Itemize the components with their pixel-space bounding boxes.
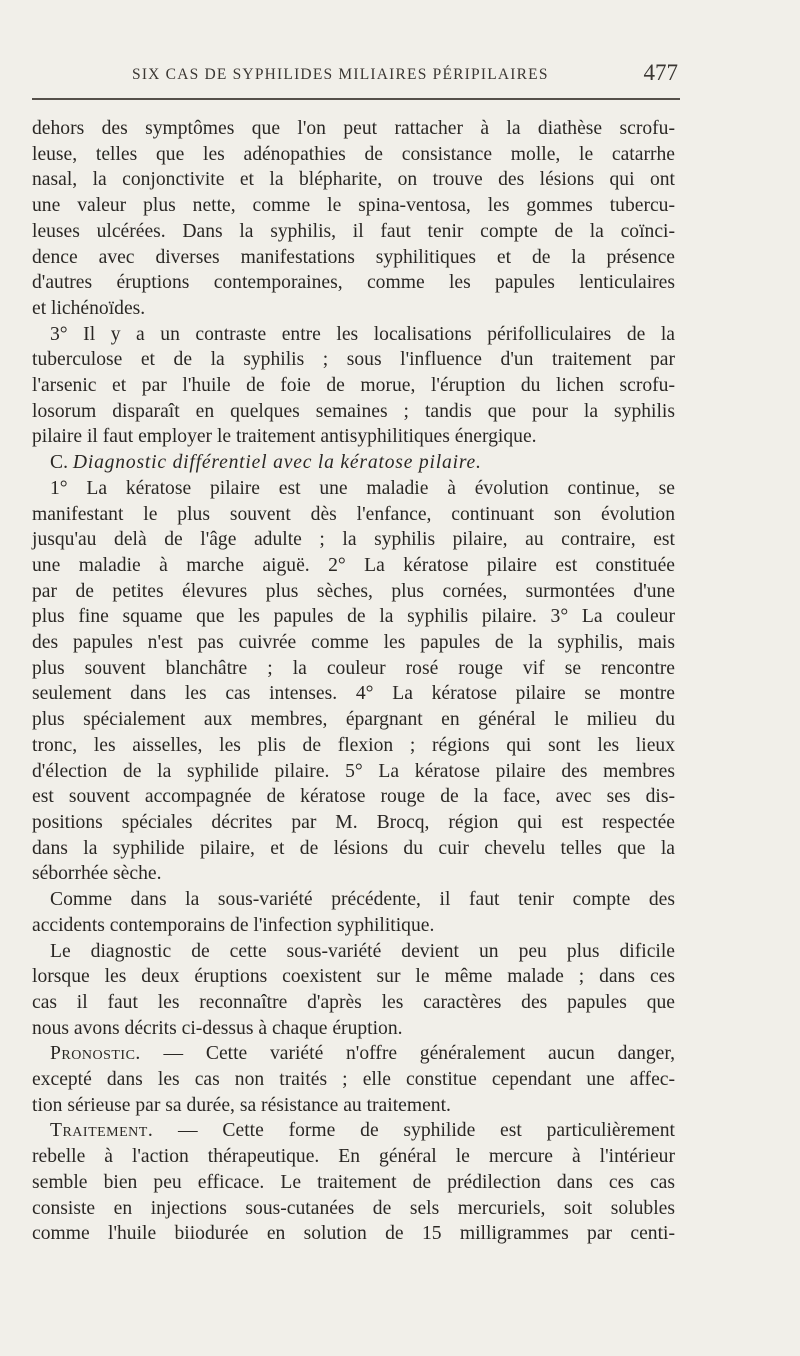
text-line: losorum disparaît en quelques semaines ; tandis que pour la syphilis (32, 400, 675, 422)
paragraph-contemporains (32, 887, 675, 938)
text-line: plus spécialement aux membres, épargnant en général le milieu du (32, 709, 675, 731)
text-line (32, 1041, 675, 1067)
text-line: d'élection de la syphilide pilaire. 5° La kératose pilaire des membres (32, 760, 675, 782)
text-line: semble bien peu efficace. Le traitement de prédilection dans ces cas (32, 1171, 675, 1193)
section-letter: C. (50, 452, 73, 474)
text-line: dence avec diverses manifestations syphilitiques et de la présence (32, 246, 675, 268)
text-line: rebelle à l'action thérapeutique. En général le mercure à l'intérieur (32, 1146, 675, 1168)
text-line (32, 1118, 675, 1144)
text-line: 1° La kératose pilaire est une maladie à évolution continue, se (50, 477, 675, 499)
text-line: séborrhée sèche. (32, 863, 162, 885)
text-line: dehors des symptômes que l'on peut rattacher à la diathèse scrofu- (32, 118, 675, 139)
text-line: accidents contemporains de l'infection syphilitique. (32, 914, 435, 936)
text-line: tuberculose et de la syphilis ; sous l'influence d'un traitement par (32, 349, 675, 371)
header-rule (32, 98, 680, 100)
paragraph-diagnostic (32, 939, 675, 1042)
section-heading (32, 450, 675, 476)
paragraph-scrofula (32, 116, 675, 322)
text-line: tion sérieuse par sa durée, sa résistance au traitement. (32, 1094, 451, 1116)
running-title: SIX CAS DE SYPHILIDES MILIAIRES PÉRIPILAIRES (132, 66, 549, 83)
text-line: une maladie à marche aiguë. 2° La kératose pilaire est constituée (32, 554, 675, 576)
body-text (32, 116, 675, 1247)
text-line: 3° Il y a un contraste entre les localisations périfolliculaires de la (50, 323, 675, 345)
paragraph-traitement (32, 1118, 675, 1247)
text-line: Le diagnostic de cette sous-variété devient un peu plus dificile (50, 940, 675, 962)
text-line: excepté dans les cas non traités ; elle constitue cependant une affec- (32, 1069, 675, 1091)
text-line: pilaire il faut employer le traitement antisyphilitiques énergique. (32, 426, 537, 448)
text-run: — Cette variété n'offre généralement aucun danger, (140, 1043, 675, 1065)
text-line: nous avons décrits ci-dessus à chaque éruption. (32, 1017, 403, 1039)
text-line: seulement dans les cas intenses. 4° La kératose pilaire se montre (32, 683, 675, 705)
text-line: leuse, telles que les adénopathies de consistance molle, le catarrhe (32, 143, 675, 165)
paragraph-keratose (32, 476, 675, 887)
text-line: d'autres éruptions contemporaines, comme les papules lenticulaires (32, 272, 675, 294)
paragraph-contrast (32, 322, 675, 451)
text-line: Comme dans la sous-variété précédente, il faut tenir compte des (50, 889, 675, 911)
text-line: manifestant le plus souvent dès l'enfance, continuant son évolution (32, 503, 675, 525)
text-line: et lichénoïdes. (32, 297, 146, 319)
section-title: Diagnostic différentiel avec la kératose pilaire. (72, 452, 482, 474)
text-line: est souvent accompagnée de kératose rouge de la face, avec ses dis- (32, 786, 675, 808)
section-heading-keratose (32, 450, 675, 476)
text-line: jusqu'au delà de l'âge adulte ; la syphilis pilaire, au contraire, est (32, 529, 675, 551)
running-head (32, 60, 680, 90)
text-run: — Cette forme de syphilide est particulièrement (153, 1120, 675, 1142)
paragraph-pronostic (32, 1041, 675, 1118)
text-line: leuses ulcérées. Dans la syphilis, il faut tenir compte de la coïnci- (32, 220, 675, 242)
page-number: 477 (643, 60, 678, 85)
text-line: par de petites élevures plus sèches, plus cornées, surmontées d'une (32, 580, 675, 602)
text-line: plus souvent blanchâtre ; la couleur rosé rouge vif se rencontre (32, 657, 675, 679)
text-line: une valeur plus nette, comme le spina-ventosa, les gommes tubercu- (32, 195, 675, 217)
traitement-label: Traitement. (50, 1120, 154, 1142)
text-line: consiste en injections sous-cutanées de sels mercuriels, soit solubles (32, 1197, 675, 1219)
text-line: nasal, la conjonctivite et la blépharite, on trouve des lésions qui ont (32, 169, 675, 191)
text-line: cas il faut les reconnaître d'après les caractères des papules que (32, 991, 675, 1013)
text-line: l'arsenic et par l'huile de foie de morue, l'éruption du lichen scrofu- (32, 375, 675, 397)
text-line: dans la syphilide pilaire, et de lésions du cuir chevelu telles que la (32, 837, 675, 859)
text-line: comme l'huile biiodurée en solution de 15 milligrammes par centi- (32, 1223, 675, 1245)
text-line: tronc, les aisselles, les plis de flexion ; régions qui sont les lieux (32, 734, 675, 756)
text-line: positions spéciales décrites par M. Brocq, région qui est respectée (32, 811, 675, 833)
text-line: des papules n'est pas cuivrée comme les papules de la syphilis, mais (32, 632, 675, 654)
text-line: plus fine squame que les papules de la syphilis pilaire. 3° La couleur (32, 606, 675, 628)
pronostic-label: Pronostic. (50, 1043, 141, 1065)
text-line: lorsque les deux éruptions coexistent sur le même malade ; dans ces (32, 966, 675, 988)
